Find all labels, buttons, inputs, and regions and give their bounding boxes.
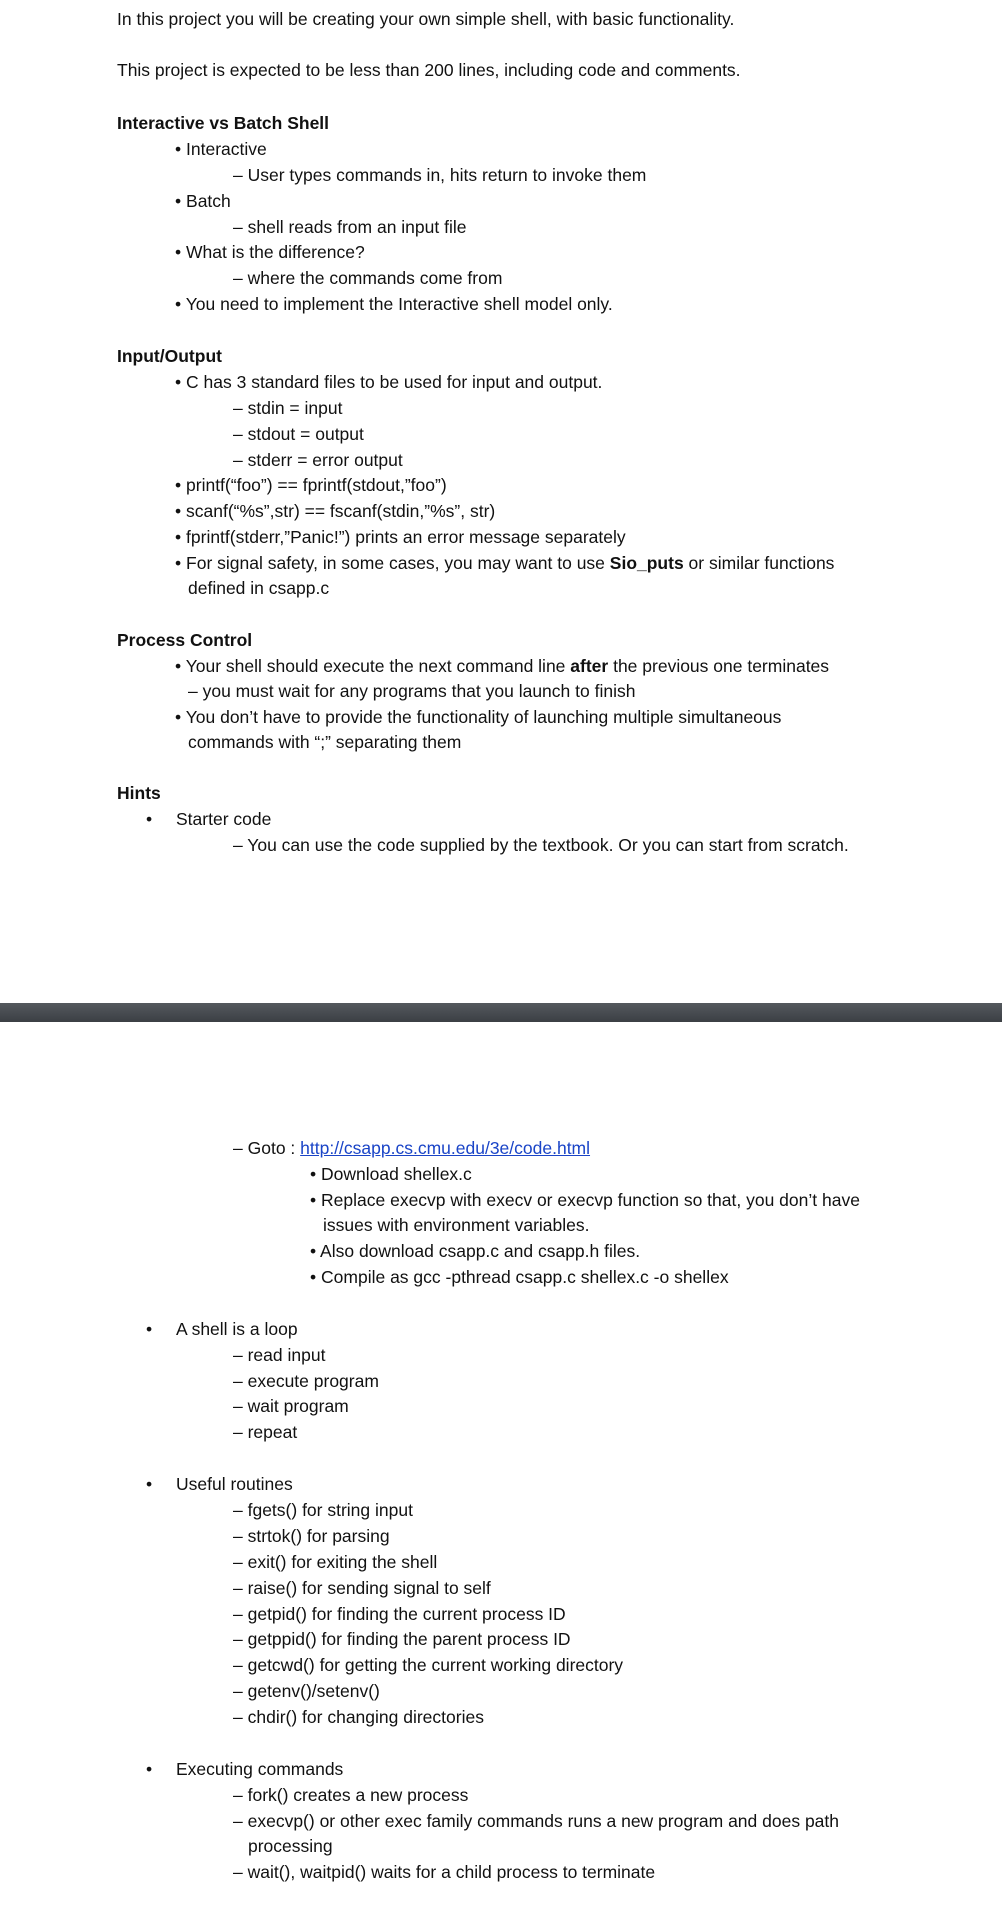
bullet-difference [175, 241, 365, 263]
dash-icon: – [233, 1396, 243, 1416]
bullet-icon: • [146, 809, 153, 829]
list-item-text: wait(), waitpid() waits for a child process to terminate [247, 1862, 656, 1882]
bullet-fprintf [175, 526, 626, 548]
list-item-text: getenv()/setenv() [247, 1681, 380, 1701]
list-item [233, 1499, 413, 1521]
bullet-text: the previous one terminates [608, 656, 830, 676]
bullet-starter-code: Starter code [176, 809, 272, 829]
dash-icon: – [233, 450, 243, 470]
sub-bullet-text: You can use the code supplied by the textbook. Or you can start from scratch. [247, 835, 849, 855]
sub-bullet [233, 267, 502, 289]
sub-bullet-goto [233, 1137, 590, 1159]
bullet-icon: • [175, 191, 182, 211]
bullet-text: Also download csapp.c and csapp.h files. [320, 1241, 641, 1261]
list-item-text: wait program [247, 1396, 349, 1416]
list-item-text: execute program [247, 1371, 379, 1391]
dash-icon: – [233, 1500, 243, 1520]
bullet-text: printf(“foo”) == fprintf(stdout,”foo”) [186, 475, 447, 495]
bullet-signal-safety [175, 552, 834, 574]
bullet-text: or similar functions [683, 553, 835, 573]
bullet-continuation: – you must wait for any programs that you launch to finish [188, 681, 636, 701]
sub-bullet-stdin [233, 397, 342, 419]
bullet-text: You don’t have to provide the functionality of launching multiple simultaneous [185, 707, 782, 727]
bullet-icon: • [175, 707, 182, 727]
dash-icon: – [233, 1138, 243, 1158]
sub-bullet [233, 834, 849, 856]
list-item [233, 1525, 390, 1547]
bullet-continuation: commands with “;” separating them [188, 732, 462, 752]
bullet-icon: • [175, 294, 182, 314]
list-item-text: repeat [247, 1422, 298, 1442]
dash-icon: – [233, 1681, 243, 1701]
bullet-icon: • [146, 1319, 153, 1339]
dash-icon: – [233, 1422, 243, 1442]
dash-icon: – [233, 1707, 243, 1727]
list-item [233, 1861, 655, 1883]
dash-icon: – [233, 1345, 243, 1365]
nested-bullet-compile [310, 1266, 729, 1288]
bullet-text: Download shellex.c [321, 1164, 472, 1184]
csapp-code-link[interactable]: http://csapp.cs.cmu.edu/3e/code.html [300, 1138, 591, 1158]
bullet-icon: • [175, 656, 182, 676]
intro-paragraph-1: In this project you will be creating your own simple shell, with basic functionality. [117, 9, 735, 29]
sub-bullet-text: stdin = input [247, 398, 343, 418]
list-item [233, 1395, 349, 1417]
bullet-execute-next [175, 655, 829, 677]
heading-input-output: Input/Output [117, 346, 222, 366]
bullet-icon: • [146, 1759, 153, 1779]
page-separator [0, 1003, 1002, 1022]
bullet-standard-files [175, 371, 602, 393]
list-item-text: getppid() for finding the parent process ID [247, 1629, 571, 1649]
dash-icon: – [233, 424, 243, 444]
nested-bullet-replace [310, 1189, 860, 1211]
sub-bullet-text: stdout = output [247, 424, 364, 444]
sub-bullet-text: shell reads from an input file [247, 217, 467, 237]
bullet-icon: • [175, 553, 182, 573]
bullet-continuation: issues with environment variables. [323, 1215, 590, 1235]
list-item [233, 1551, 437, 1573]
intro-paragraph-2: This project is expected to be less than 200 lines, including code and comments. [117, 60, 741, 80]
bullet-implement [175, 293, 613, 315]
dash-icon: – [233, 1578, 243, 1598]
bullet-icon: • [175, 501, 182, 521]
bullet-text: fprintf(stderr,”Panic!”) prints an error message separately [186, 527, 626, 547]
list-item [233, 1810, 839, 1832]
list-item [233, 1706, 484, 1728]
dash-icon: – [233, 1552, 243, 1572]
bullet-text: C has 3 standard files to be used for input and output. [186, 372, 603, 392]
bullet-executing-commands: Executing commands [176, 1759, 344, 1779]
bullet-text: Batch [186, 191, 231, 211]
dash-icon: – [233, 1785, 243, 1805]
list-item-text: chdir() for changing directories [247, 1707, 484, 1727]
bullet-icon: • [175, 139, 182, 159]
bullet-shell-loop: A shell is a loop [176, 1319, 298, 1339]
bullet-text: scanf(“%s”,str) == fscanf(stdin,”%s”, str) [186, 501, 496, 521]
bullet-icon: • [175, 242, 182, 262]
heading-process-control: Process Control [117, 630, 253, 650]
list-item-text: execvp() or other exec family commands runs a new program and does path [247, 1811, 840, 1831]
bullet-text: What is the difference? [186, 242, 365, 262]
list-item-text: read input [247, 1345, 326, 1365]
sub-bullet [233, 164, 646, 186]
list-item-text: fgets() for string input [247, 1500, 413, 1520]
bullet-scanf [175, 500, 495, 522]
bullet-interactive [175, 138, 267, 160]
list-item [233, 1654, 623, 1676]
list-item [233, 1628, 571, 1650]
bold-text-after: after [570, 656, 609, 676]
bullet-icon: • [310, 1241, 317, 1261]
bullet-continuation: defined in csapp.c [188, 578, 330, 598]
dash-icon: – [233, 398, 243, 418]
bullet-text: You need to implement the Interactive shell model only. [185, 294, 613, 314]
dash-icon: – [233, 1811, 243, 1831]
list-item-text: raise() for sending signal to self [247, 1578, 491, 1598]
dash-icon: – [233, 165, 243, 185]
bullet-text: Your shell should execute the next command line [185, 656, 571, 676]
sub-bullet-text: stderr = error output [247, 450, 403, 470]
sub-bullet-text: User types commands in, hits return to invoke them [247, 165, 647, 185]
bullet-icon: • [175, 527, 182, 547]
dash-icon: – [233, 268, 243, 288]
bullet-icon: • [310, 1190, 317, 1210]
bullet-batch [175, 190, 231, 212]
bullet-text: Replace execvp with execv or execvp function so that, you don’t have [321, 1190, 860, 1210]
bullet-printf [175, 474, 447, 496]
list-item-text: getpid() for finding the current process ID [247, 1604, 566, 1624]
dash-icon: – [233, 1526, 243, 1546]
dash-icon: – [233, 1604, 243, 1624]
list-item [233, 1680, 380, 1702]
list-item [233, 1603, 566, 1625]
bullet-text: For signal safety, in some cases, you may want to use [186, 553, 610, 573]
bullet-icon: • [175, 475, 182, 495]
list-item-text: strtok() for parsing [247, 1526, 390, 1546]
bullet-no-multiple [175, 706, 781, 728]
list-item [233, 1344, 325, 1366]
list-item [233, 1784, 468, 1806]
bullet-icon: • [310, 1164, 317, 1184]
dash-icon: – [233, 1655, 243, 1675]
bullet-useful-routines: Useful routines [176, 1474, 293, 1494]
bullet-icon: • [146, 1474, 153, 1494]
nested-bullet-csapp [310, 1240, 640, 1262]
dash-icon: – [233, 835, 243, 855]
heading-hints: Hints [117, 783, 161, 803]
sub-bullet [233, 216, 466, 238]
bold-text-sio-puts: Sio_puts [609, 553, 684, 573]
goto-label: Goto : [247, 1138, 301, 1158]
list-item-text: fork() creates a new process [247, 1785, 469, 1805]
dash-icon: – [233, 1629, 243, 1649]
sub-bullet-stdout [233, 423, 364, 445]
list-item-text: getcwd() for getting the current working directory [247, 1655, 624, 1675]
list-item [233, 1577, 491, 1599]
dash-icon: – [233, 217, 243, 237]
list-item-text: exit() for exiting the shell [247, 1552, 438, 1572]
bullet-text: Interactive [186, 139, 267, 159]
nested-bullet-download [310, 1163, 472, 1185]
list-item-continuation: processing [248, 1836, 333, 1856]
dash-icon: – [233, 1862, 243, 1882]
list-item [233, 1370, 379, 1392]
dash-icon: – [233, 1371, 243, 1391]
bullet-icon: • [310, 1267, 317, 1287]
bullet-icon: • [175, 372, 182, 392]
list-item [233, 1421, 297, 1443]
bullet-text: Compile as gcc -pthread csapp.c shellex.c -o shellex [321, 1267, 729, 1287]
sub-bullet-stderr [233, 449, 403, 471]
heading-interactive-vs-batch: Interactive vs Batch Shell [117, 113, 330, 133]
sub-bullet-text: where the commands come from [247, 268, 503, 288]
